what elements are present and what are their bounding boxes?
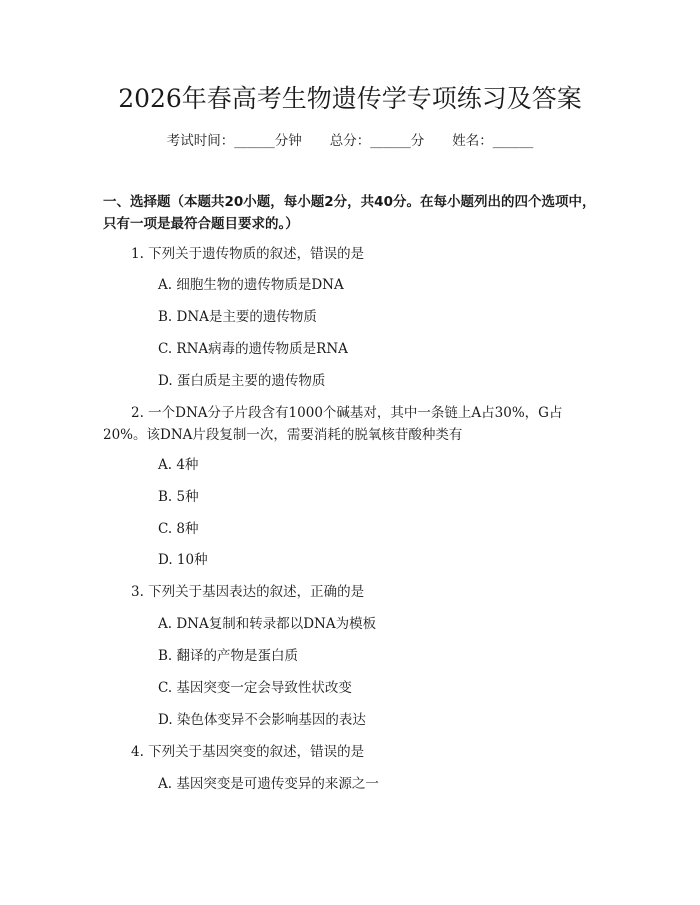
answer-option: C. 基因突变一定会导致性状改变 bbox=[158, 680, 352, 696]
total-score-field: 总分：______分 bbox=[329, 133, 425, 149]
question-stem: 2. 一个DNA分子片段含有1000个碱基对，其中一条链上A占30%，G占20%。该DNA片段复制一次，需要消耗的脱氧核苷酸种类有 bbox=[103, 405, 563, 443]
answer-option: A. DNA复制和转录都以DNA为模板 bbox=[158, 616, 377, 632]
question-stem: 4. 下列关于基因突变的叙述，错误的是 bbox=[131, 744, 365, 760]
question-stem: 1. 下列关于遗传物质的叙述，错误的是 bbox=[131, 246, 365, 262]
answer-option: A. 4种 bbox=[158, 457, 199, 473]
answer-option: B. 翻译的产物是蛋白质 bbox=[158, 648, 299, 664]
answer-option: D. 染色体变异不会影响基因的表达 bbox=[158, 712, 366, 728]
answer-option: B. 5种 bbox=[158, 489, 199, 505]
section-heading: 一、选择题（本题共20小题，每小题2分，共40分。在每小题列出的四个选项中，只有一项是最符合题目要求的。） bbox=[103, 194, 596, 232]
answer-option: A. 细胞生物的遗传物质是DNA bbox=[158, 277, 344, 293]
question-stem: 3. 下列关于基因表达的叙述，正确的是 bbox=[131, 584, 365, 600]
exam-info-row bbox=[0, 131, 700, 151]
answer-option: D. 10种 bbox=[158, 552, 208, 568]
exam-time-field: 考试时间：______分钟 bbox=[166, 133, 302, 149]
answer-option: C. RNA病毒的遗传物质是RNA bbox=[158, 341, 348, 357]
answer-option: C. 8种 bbox=[158, 521, 199, 537]
answer-option: B. DNA是主要的遗传物质 bbox=[158, 309, 317, 325]
answer-option: D. 蛋白质是主要的遗传物质 bbox=[158, 373, 326, 389]
document-title: 2026年春高考生物遗传学专项练习及答案 bbox=[118, 84, 582, 113]
answer-option: A. 基因突变是可遗传变异的来源之一 bbox=[158, 776, 379, 792]
name-field: 姓名：______ bbox=[452, 133, 534, 149]
